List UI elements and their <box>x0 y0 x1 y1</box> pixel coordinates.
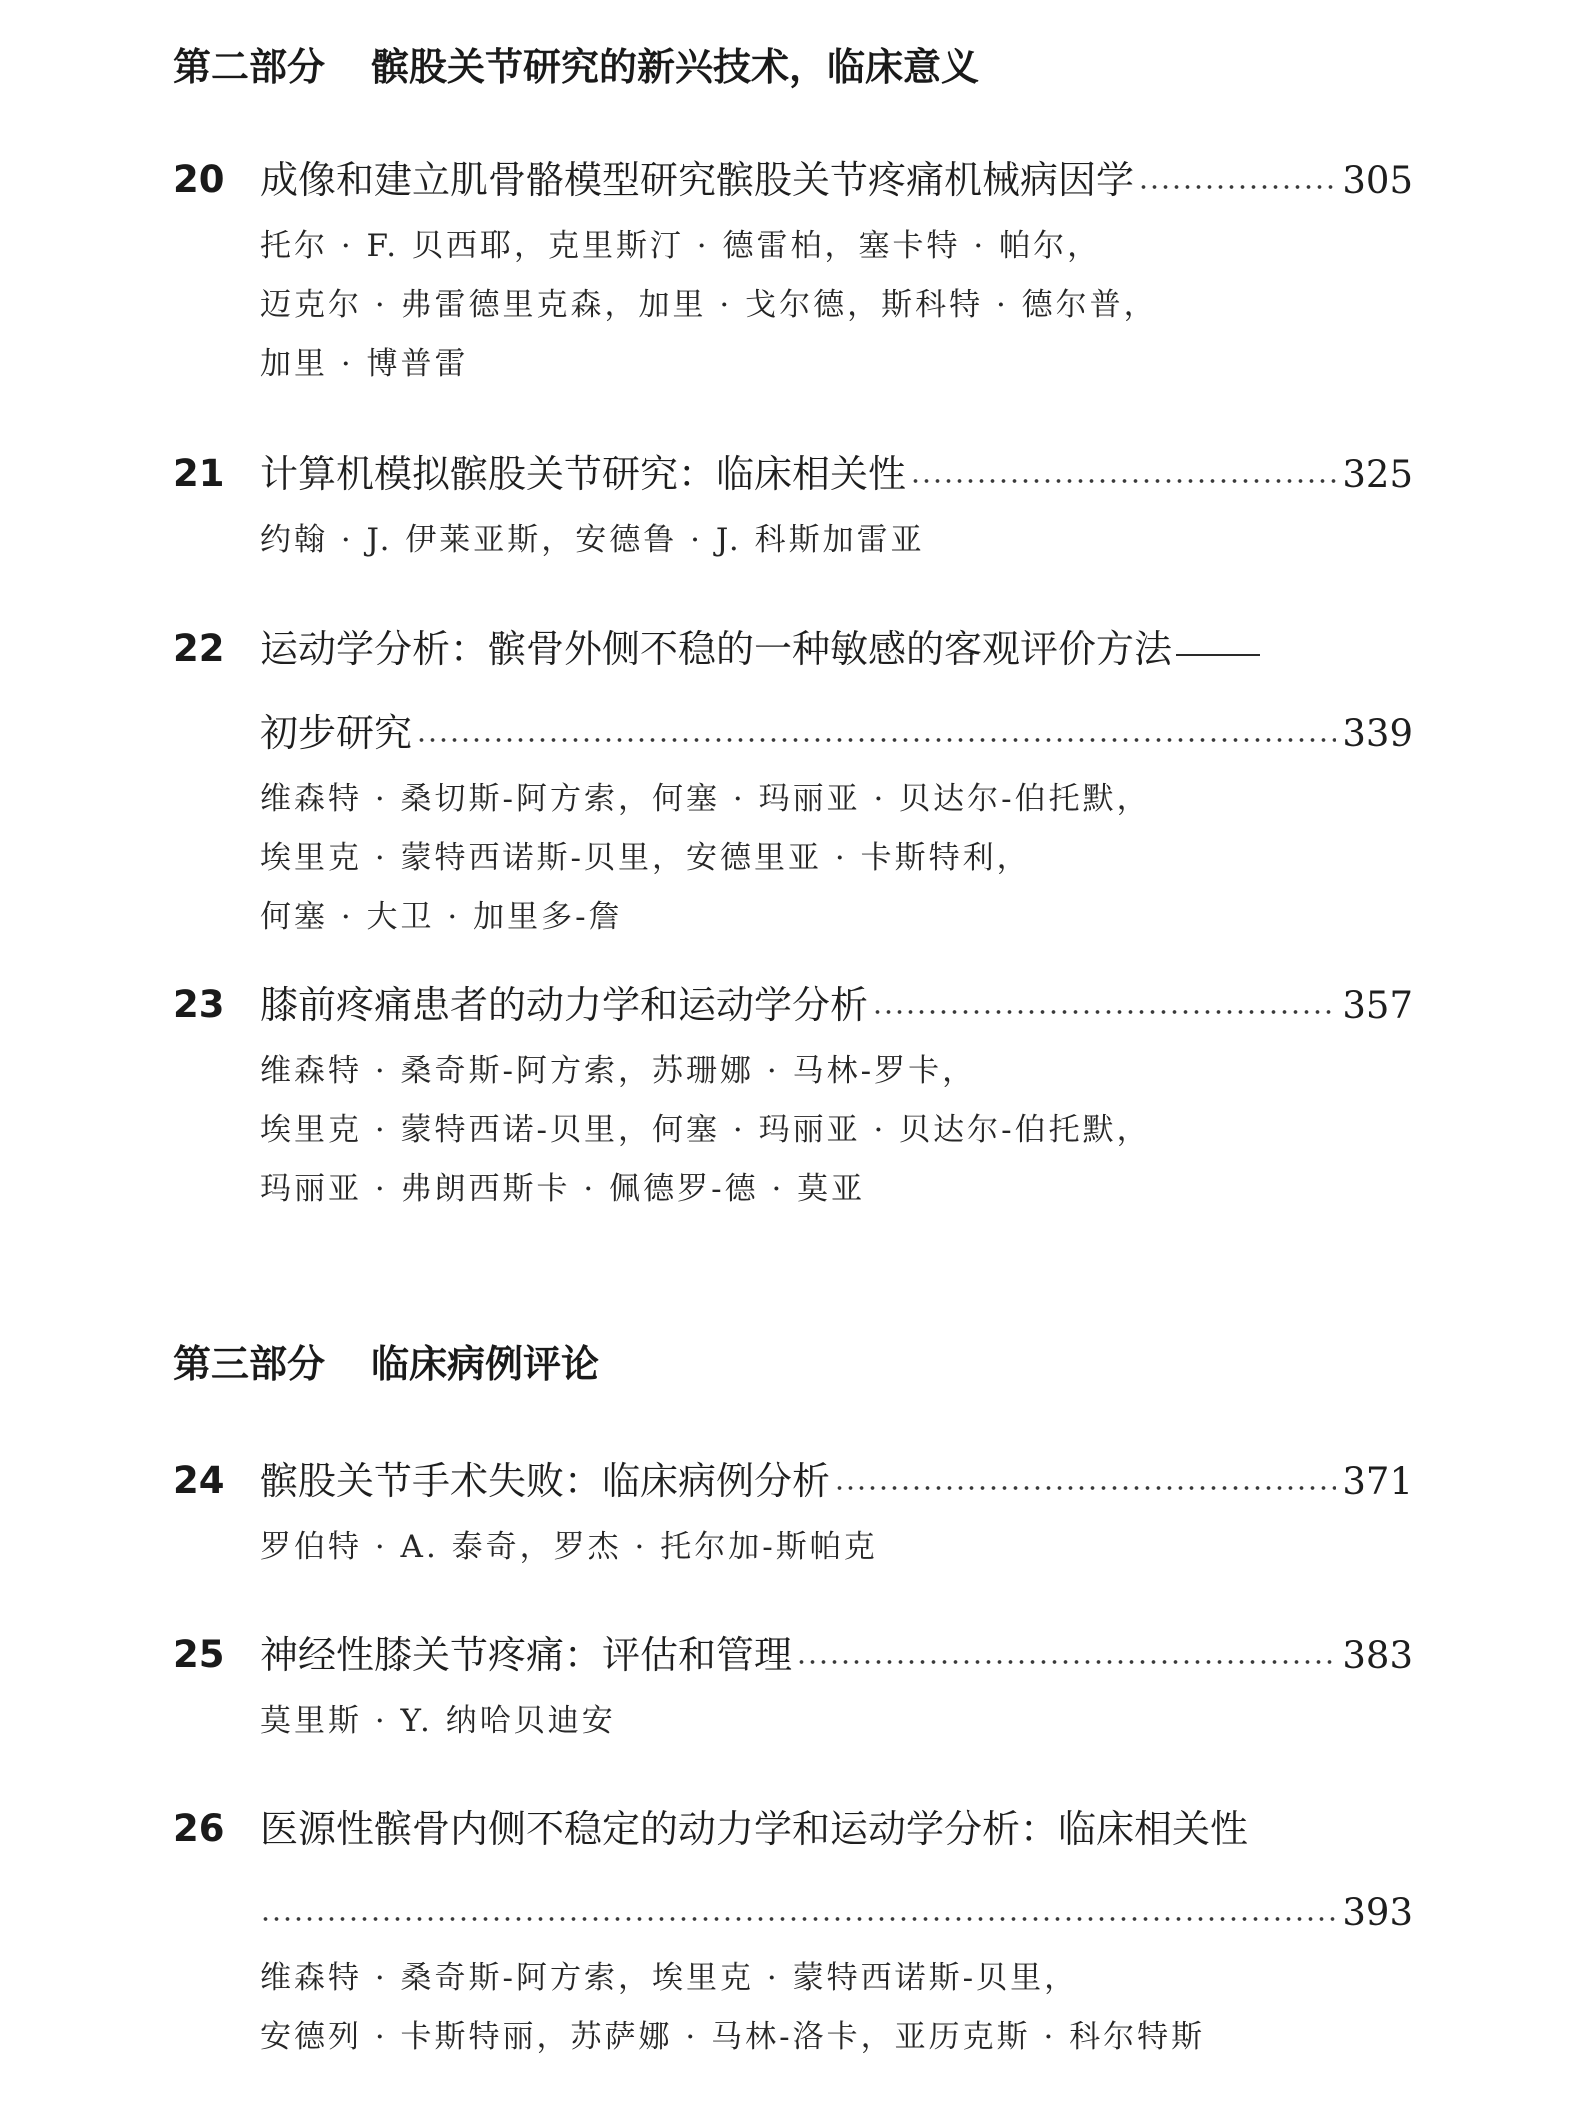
toc-entry[interactable] <box>173 1801 1413 2067</box>
chapter-authors <box>260 1042 1413 1219</box>
chapter-authors <box>260 1692 1413 1751</box>
chapter-title: 髌股关节手术失败：临床病例分析 <box>260 1459 831 1503</box>
part-label: 第二部分 <box>173 44 326 89</box>
chapter-number: 21 <box>173 452 225 495</box>
chapter-authors <box>260 1949 1413 2067</box>
toc-entry[interactable] <box>173 446 1413 570</box>
chapter-number: 20 <box>173 158 225 201</box>
chapter-authors <box>260 217 1413 394</box>
page-number: 383 <box>1342 1634 1413 1677</box>
chapter-title: 神经性膝关节疼痛：评估和管理 <box>260 1633 793 1677</box>
toc-entry[interactable] <box>173 1627 1413 1751</box>
chapter-number: 24 <box>173 1459 225 1502</box>
chapter-title-line <box>260 1801 1413 1857</box>
chapter-authors <box>260 1518 1413 1577</box>
author-line: 维森特 · 桑切斯-阿方索，何塞 · 玛丽亚 · 贝达尔-伯托默， <box>260 781 1151 817</box>
page-number: 305 <box>1342 159 1413 202</box>
chapter-title: 成像和建立肌骨骼模型研究髌股关节疼痛机械病因学 <box>260 158 1135 202</box>
part-title: 临床病例评论 <box>371 1341 600 1386</box>
leader-dots <box>834 1484 1336 1492</box>
leader-dots <box>796 1658 1336 1666</box>
chapter-number: 26 <box>173 1807 225 1850</box>
chapter-title: 运动学分析：髌骨外侧不稳的一种敏感的客观评价方法 <box>260 627 1173 671</box>
leader-dots <box>260 1915 1336 1923</box>
chapter-title: 膝前疼痛患者的动力学和运动学分析 <box>260 983 869 1027</box>
toc-entry[interactable] <box>173 1453 1413 1577</box>
chapter-title-continuation: 初步研究 <box>260 711 413 755</box>
toc-entry[interactable] <box>173 152 1413 394</box>
leader-dots <box>1138 183 1336 191</box>
page-number: 371 <box>1342 1460 1413 1503</box>
author-line: 加里 · 博普雷 <box>260 346 469 382</box>
chapter-title-line <box>260 1627 1413 1684</box>
author-line: 维森特 · 桑奇斯-阿方索，埃里克 · 蒙特西诺斯-贝里， <box>260 1960 1079 1996</box>
chapter-title-line <box>260 446 1413 503</box>
em-dash <box>1176 654 1260 656</box>
leader-dots <box>872 1008 1336 1016</box>
part-label: 第三部分 <box>173 1341 326 1386</box>
author-line: 罗伯特 · A. 泰奇，罗杰 · 托尔加-斯帕克 <box>260 1529 878 1565</box>
toc-entry[interactable] <box>173 977 1413 1219</box>
chapter-title-line <box>260 621 1413 677</box>
author-line: 埃里克 · 蒙特西诺斯-贝里，安德里亚 · 卡斯特利， <box>260 840 1031 876</box>
chapter-title-line <box>260 977 1413 1034</box>
chapter-title: 计算机模拟髌股关节研究：临床相关性 <box>260 452 907 496</box>
author-line: 埃里克 · 蒙特西诺-贝里，何塞 · 玛丽亚 · 贝达尔-伯托默， <box>260 1112 1151 1148</box>
page-number: 393 <box>1342 1891 1413 1934</box>
author-line: 何塞 · 大卫 · 加里多-詹 <box>260 899 623 935</box>
chapter-title-line <box>260 705 1413 762</box>
author-line: 迈克尔 · 弗雷德里克森，加里 · 戈尔德，斯科特 · 德尔普， <box>260 287 1158 323</box>
chapter-number: 23 <box>173 983 225 1026</box>
page-number: 325 <box>1342 453 1413 496</box>
chapter-title-line <box>260 1885 1413 1941</box>
page-number: 339 <box>1342 712 1413 755</box>
toc-entry[interactable] <box>173 621 1413 947</box>
chapter-title-line <box>260 152 1413 209</box>
part-heading <box>173 1339 599 1389</box>
leader-dots <box>416 736 1336 744</box>
author-line: 莫里斯 · Y. 纳哈贝迪安 <box>260 1703 616 1739</box>
chapter-title: 医源性髌骨内侧不稳定的动力学和运动学分析：临床相关性 <box>260 1807 1249 1851</box>
chapter-authors <box>260 770 1413 947</box>
part-title: 髌股关节研究的新兴技术，临床意义 <box>371 44 980 89</box>
author-line: 约翰 · J. 伊莱亚斯，安德鲁 · J. 科斯加雷亚 <box>260 522 925 558</box>
author-line: 玛丽亚 · 弗朗西斯卡 · 佩德罗-德 · 莫亚 <box>260 1171 866 1207</box>
chapter-title-line <box>260 1453 1413 1510</box>
author-line: 安德列 · 卡斯特丽，苏萨娜 · 马林-洛卡，亚历克斯 · 科尔特斯 <box>260 2019 1206 2055</box>
chapter-authors <box>260 511 1413 570</box>
author-line: 托尔 · F. 贝西耶，克里斯汀 · 德雷柏，塞卡特 · 帕尔， <box>260 228 1102 264</box>
part-heading <box>173 42 979 92</box>
page-number: 357 <box>1342 984 1413 1027</box>
author-line: 维森特 · 桑奇斯-阿方索，苏珊娜 · 马林-罗卡， <box>260 1053 977 1089</box>
chapter-number: 25 <box>173 1633 225 1676</box>
leader-dots <box>910 477 1336 485</box>
chapter-number: 22 <box>173 627 225 670</box>
